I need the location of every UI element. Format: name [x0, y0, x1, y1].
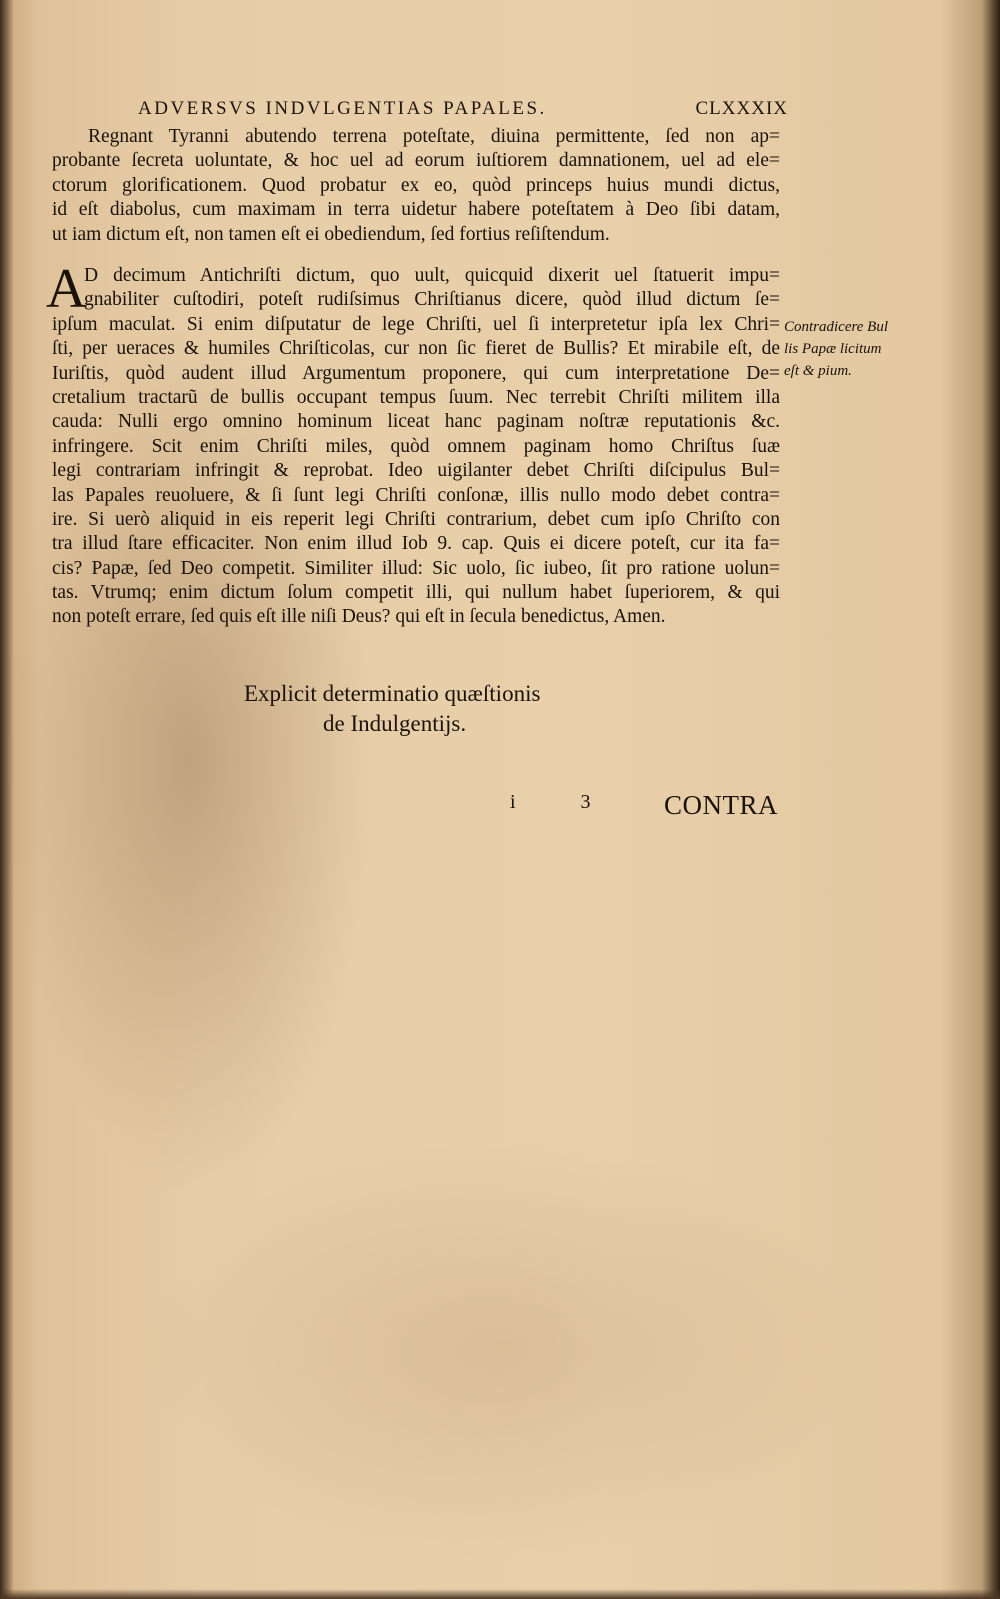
page-bottom-edge [0, 1589, 1000, 1599]
text-line: Regnant Tyranni abutendo terrena poteſtate, diuina permittente, ſed non ap= [88, 126, 780, 147]
drop-initial: A [46, 258, 87, 320]
marginal-note-line: Contradicere Bul [784, 319, 889, 335]
text-line: gnabiliter cuſtodiri, poteſt rudiſsimus Chriſtianus dicere, quòd illud dictum ſe= [84, 289, 780, 311]
page-left-edge [0, 0, 14, 1599]
text-line: ctorum glorificationem. Quod probatur ex eo, quòd princeps huius mundi dictus, [52, 174, 780, 196]
page-right-edge [982, 0, 1000, 1599]
text-line: tra illud ſtare efficaciter. Non enim illud Iob 9. cap. Quis ei dicere poteſt, cur ita fa= [52, 533, 780, 555]
signature-mark: i 3 [510, 791, 621, 813]
marginal-note-line: lis Papæ licitum [784, 341, 882, 357]
text-line: ipſum maculat. Si enim diſputatur de lege Chriſti, uel ſi interpretetur ipſa lex Chri= [52, 313, 780, 335]
explicit-line: de Indulgentijs. [323, 711, 467, 736]
explicit-line: Explicit determinatio quæſtionis [244, 681, 541, 706]
marginal-note-line: eſt & pium. [784, 363, 852, 379]
text-line: legi contrariam infringit & reprobat. Ideo uigilanter debet Chriſti diſcipulus Bul= [52, 460, 780, 482]
running-title: ADVERSVS INDVLGENTIAS PAPALES. [138, 98, 547, 119]
text-line: cretalium tractarũ de bullis occupant tempus ſuum. Nec terrebit Chriſti militem illa [52, 386, 780, 408]
text-line: ut iam dictum eſt, non tamen eſt ei obediendum, ſed fortius reſiſtendum. [52, 223, 610, 245]
text-line: ſti, per ueraces & humiles Chriſticolas, cur non ſic fieret de Bullis? Et mirabile eſt, de [52, 338, 780, 360]
running-header [138, 98, 788, 124]
catchword: CONTRA [664, 790, 779, 820]
text-line: tas. Vtrumq; enim dictum ſolum competit illi, qui nullum habet ſuperiorem, & qui [52, 582, 780, 604]
text-line: non poteſt errare, ſed quis eſt ille niſi Deus? qui eſt in ſecula benedictus, Amen. [52, 606, 666, 628]
text-line: infringere. Scit enim Chriſti miles, quòd omnem paginam homo Chriſtus ſuæ [52, 435, 780, 457]
paragraph-1 [52, 125, 780, 247]
text-line: id eſt diabolus, cum maximam in terra uidetur habere poteſtatem à Deo ſibi datam, [52, 199, 780, 221]
text-line: D decimum Antichriſti dictum, quo uult, quicquid dixerit uel ſtatuerit impu= [84, 265, 780, 286]
text-line: probante ſecreta uoluntate, & hoc uel ad eorum iuſtiorem damnationem, uel ad ele= [52, 150, 780, 172]
text-line: ire. Si uerò aliquid in eis reperit legi Chriſti contrarium, debet cum ipſo Chriſto con [52, 508, 780, 530]
text-line: cauda: Nulli ergo omnino hominum liceat hanc paginam noſtræ reputationis &c. [52, 411, 780, 433]
text-line: Iuriſtis, quòd audent illud Argumentum proponere, qui cum interpretatione De= [52, 362, 780, 384]
text-line: cis? Papæ, ſed Deo competit. Similiter illud: Sic uolo, ſic iubeo, ſit pro ratione uolun= [52, 557, 780, 579]
marginal-note [784, 316, 894, 382]
explicit-colophon [244, 679, 644, 739]
paragraph-2 [52, 264, 780, 630]
folio-number: CLXXXIX [695, 98, 788, 119]
text-line: las Papales reuoluere, & ſi ſunt legi Chriſti conſonæ, illis nullo modo debet contra= [52, 484, 780, 506]
